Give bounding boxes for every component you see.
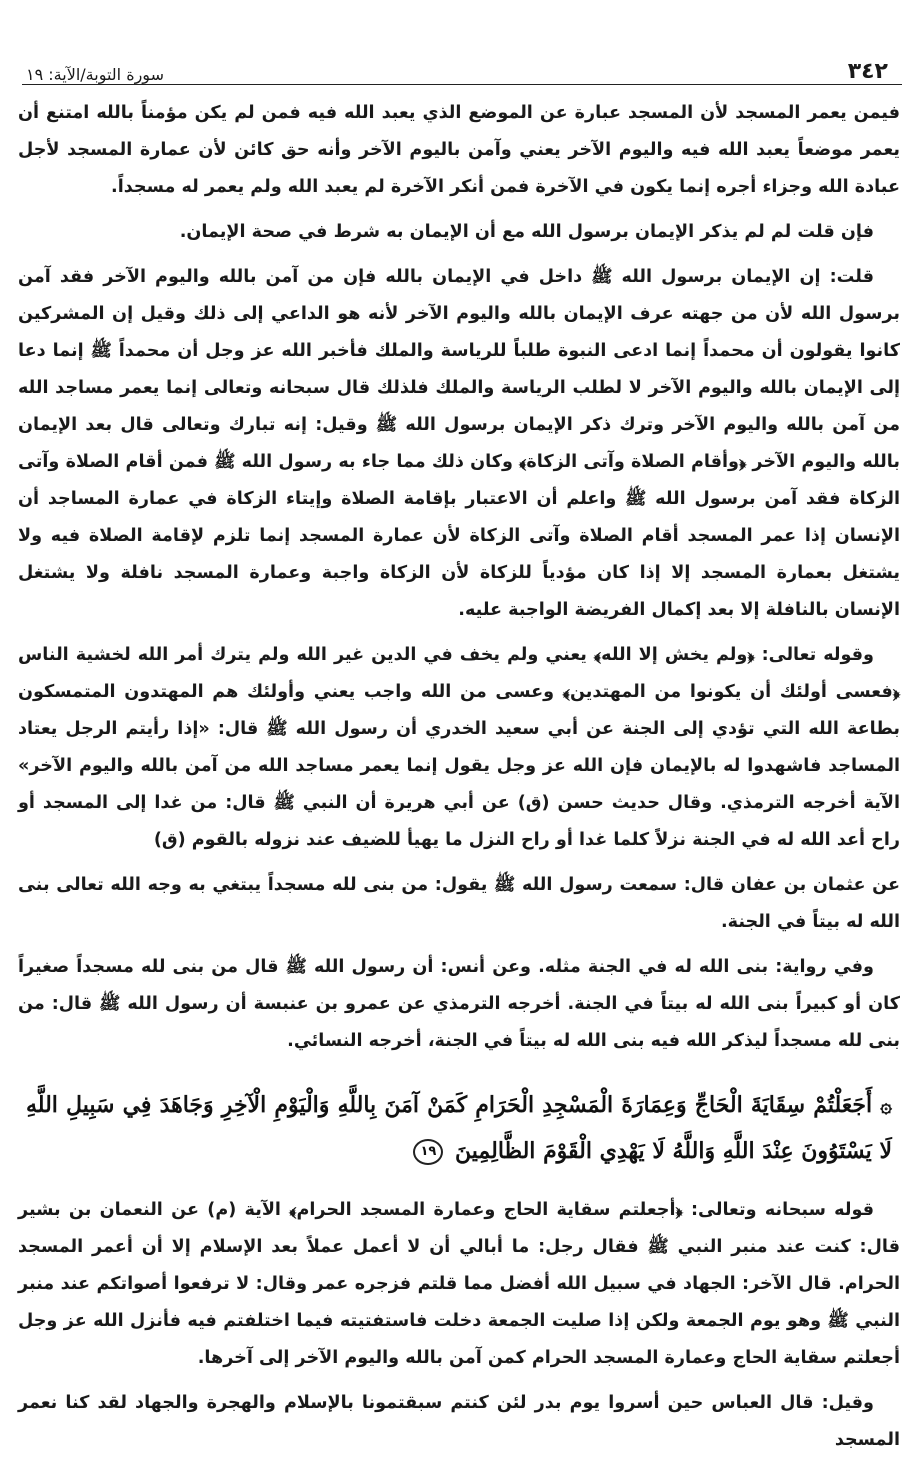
paragraph: وفي رواية: بنى الله له في الجنة مثله. وعن أنس: أن رسول الله ﷺ قال من بنى لله مسجداً صغيراً كان أو كبيراً بنى الله له بيتاً في الجنة. أخرجه الترمذي عن عمرو بن عنبسة أن رسول الله ﷺ قال: من بنى لله مسجداً ليذكر الله فيه بنى الله له بيتاً في الجنة، أخرجه النسائي.	[18, 957, 900, 1051]
paragraph: قلت: إن الإيمان برسول الله ﷺ داخل في الإيمان بالله فإن من آمن بالله واليوم الآخر فقد آمن برسول الله لأن من جهته عرف الإيمان بالله واليوم الآخر لأنه هو الداعي إلى ذلك وقيل إن المشركين كانوا يقولون أن محمداً إنما ادعى النبوة طلباً للرياسة والملك فأخبر الله عز وجل أن محمداً ﷺ إنما دعا إلى الإيمان بالله واليوم الآخر لا لطلب الرياسة والملك فلذلك قال سبحانه وتعالى إنما يعمر مساجد الله من آمن بالله واليوم الآخر وترك ذكر الإيمان برسول الله ﷺ وقيل: إنه تبارك وتعالى قال بعد الإيمان بالله واليوم الآخر ﴿وأقام الصلاة وآتى الزكاة﴾ وكان ذلك مما جاء به رسول الله ﷺ فمن أقام الصلاة وآتى الزكاة فقد آمن برسول الله ﷺ واعلم أن الاعتبار بإقامة الصلاة وإيتاء الزكاة في عمارة المساجد أن الإنسان إذا عمر المسجد أقام الصلاة وآتى الزكاة لأن عمارة المسجد إنما تلزم لإقامة الصلاة فيه ولا يشتغل بعمارة المسجد إلا إذا كان مؤدياً للزكاة لأن الزكاة واجبة وعمارة المسجد نافلة ولا يشتغل الإنسان بالنافلة إلا بعد إكمال الفريضة الواجبة عليه.	[18, 267, 900, 620]
page-header	[22, 52, 900, 84]
paragraph: فإن قلت لم لم يذكر الإيمان برسول الله مع أن الإيمان به شرط في صحة الإيمان.	[179, 222, 874, 242]
rub-el-hizb-icon: ۞	[880, 1093, 892, 1117]
document-body	[18, 95, 900, 1467]
running-title: سورة التوبة/الآية: ١٩	[26, 65, 164, 84]
paragraph: وقوله تعالى: ﴿ولم يخش إلا الله﴾ يعني ولم يخف في الدين غير الله ولم يترك أمر الله لخشية الناس ﴿فعسى أولئك أن يكونوا من المهتدين﴾ وعسى من الله واجب يعني وأولئك هم المهتدون المتمسكون بطاعة الله التي تؤدي إلى الجنة عن أبي سعيد الخدري أن رسول الله ﷺ قال: «إذا رأيتم الرجل يعتاد المساجد فاشهدوا له بالإيمان فإن الله عز وجل يقول إنما يعمر مساجد الله من آمن بالله واليوم الآخر» الآية أخرجه الترمذي. وقال حديث حسن (ق) عن أبي هريرة أن النبي ﷺ قال: من غدا إلى المسجد أو راح أعد الله له في الجنة نزلاً كلما غدا أو راح النزل ما يهيأ للضيف عند نزوله بالقوم (ق)	[18, 645, 900, 850]
verse-number-badge: ١٩	[413, 1139, 443, 1165]
page-number: ٣٤٢	[847, 59, 888, 84]
quran-verse	[26, 1082, 892, 1174]
paragraph: وقيل: قال العباس حين أسروا يوم بدر لئن كنتم سبقتمونا بالإسلام والهجرة والجهاد لقد كنا نعمر المسجد	[18, 1393, 900, 1450]
paragraph: قوله سبحانه وتعالى: ﴿أجعلتم سقاية الحاج وعمارة المسجد الحرام﴾ الآية (م) عن النعمان بن بشير قال: كنت عند منبر النبي ﷺ فقال رجل: ما أبالي أن لا أعمل عملاً بعد الإسلام إلا أن أعمر المسجد الحرام. قال الآخر: الجهاد في سبيل الله أفضل مما قلتم فزجره عمر وقال: لا ترفعوا أصواتكم عند منبر النبي ﷺ وهو يوم الجمعة ولكن إذا صليت الجمعة دخلت فاستفتيته فيما اختلفتم فيه فأنزل الله عز وجل أجعلتم سقاية الحاج وعمارة المسجد الحرام كمن آمن بالله واليوم الآخر إلى آخرها.	[18, 1200, 900, 1368]
header-rule	[22, 84, 902, 85]
verse-text: أَجَعَلْتُمْ سِقَايَةَ الْحَاجِّ وَعِمَارَةَ الْمَسْجِدِ الْحَرَامِ كَمَنْ آمَنَ بِاللَّهِ وَالْيَوْمِ الْآخِرِ وَجَاهَدَ فِي سَبِيلِ اللَّهِ لَا يَسْتَوُونَ عِنْدَ اللَّهِ وَاللَّهُ لَا يَهْدِي الْقَوْمَ الظَّالِمِينَ	[26, 1092, 892, 1164]
paragraph: فيمن يعمر المسجد لأن المسجد عبارة عن الموضع الذي يعبد الله فيه فمن لم يكن مؤمناً بالله امتنع أن يعمر موضعاً يعبد الله فيه واليوم الآخر يعني وآمن باليوم الآخر وأنه حق كائن لأن عمارة المسجد لأجل عبادة الله وجزاء أجره إنما يكون في الآخرة فمن أنكر الآخرة لم يعبد الله ولم يعمر له مسجداً.	[18, 103, 900, 197]
paragraph: عن عثمان بن عفان قال: سمعت رسول الله ﷺ يقول: من بنى لله مسجداً يبتغي به وجه الله تعالى بنى الله له بيتاً في الجنة.	[18, 875, 900, 932]
